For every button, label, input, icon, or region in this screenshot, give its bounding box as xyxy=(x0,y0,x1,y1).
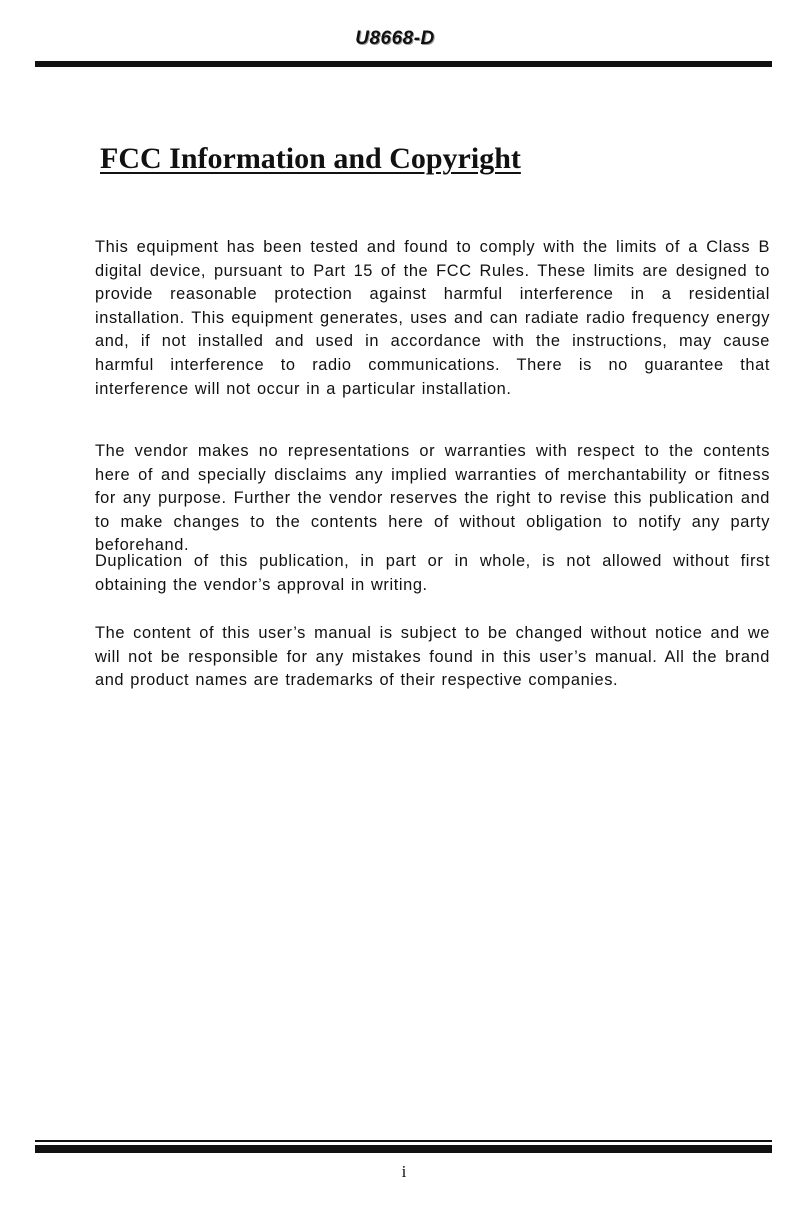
header-model-title: U8668-D xyxy=(355,28,435,49)
page-number: i xyxy=(401,1162,407,1181)
warranty-paragraph: The vendor makes no representations or warranties with respect to the contents here of and specially disclaims any implied warranties of merchantability or fitness for any purpose. Further the vendor reserves the right to revise this publication and to make changes to the contents here of without obligation to notify any party beforehand. xyxy=(95,442,770,555)
footer-divider xyxy=(35,1145,772,1153)
duplication-paragraph: Duplication of this publication, in part or in whole, is not allowed without first obtaining the vendor’s approval in writing. xyxy=(95,552,770,594)
fcc-paragraph: This equipment has been tested and found to comply with the limits of a Class B digital device, pursuant to Part 15 of the FCC Rules. These limits are designed to provide reasonable protection against harmful interference in a residential installation. This equipment generates, uses and can radiate radio frequency energy and, if not installed and used in accordance with the instructions, may cause harmful interference to radio communications. There is no guarantee that interference will not occur in a particular installation. xyxy=(95,238,770,398)
footer-divider-thin xyxy=(35,1140,772,1142)
manual-content-paragraph: The content of this user’s manual is subject to be changed without notice and we will not be responsible for any mistakes found in this user’s manual. All the brand and product names are trademarks of their respective companies. xyxy=(95,624,770,690)
page-title: FCC Information and Copyright xyxy=(100,142,521,175)
header-divider xyxy=(35,61,772,67)
